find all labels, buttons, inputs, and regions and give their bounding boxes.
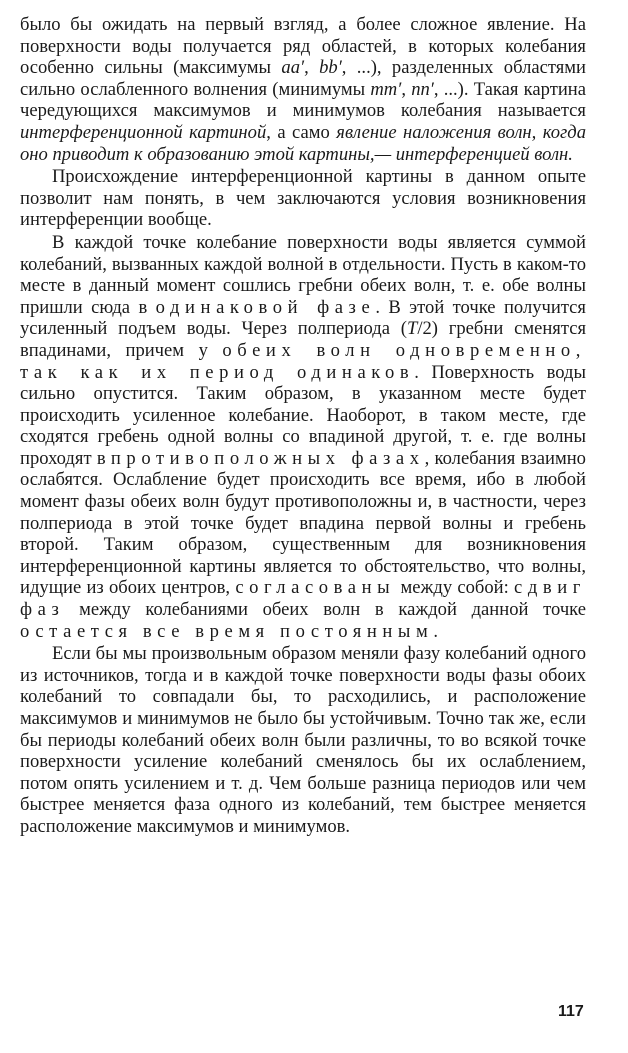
text-run: , ...), разделенных областями сильно ослабленного волнения (минимумы xyxy=(20,57,587,100)
spaced-emphasis-text: одинаковой фазе xyxy=(155,296,376,318)
text-run: , а само xyxy=(266,121,337,143)
text-run: между собой: xyxy=(395,577,515,599)
text-run: , xyxy=(304,57,320,79)
paragraph-1 xyxy=(20,14,586,165)
spaced-emphasis-text: противоположных фазах xyxy=(110,447,425,469)
paragraph-3 xyxy=(20,232,586,642)
spaced-emphasis-text: сдвиг фаз xyxy=(20,577,586,621)
page-number: 117 xyxy=(558,1003,584,1020)
text-run: В каждой точке колебание поверхности воды является суммой колебаний, вызванных каждой волной в отдельности. Пусть в каком-то месте в данный момент сошлись гребни обеих волн, т. е. обе волны пришли сюда в xyxy=(20,231,586,318)
text-run: . В этой точке получится усиленный подъем воды. Через полпериода ( xyxy=(20,296,586,340)
italic-text: явление наложения волн, когда оно приводит к образованию этой картины,— интерференцией волн. xyxy=(20,121,586,165)
text-run: , xyxy=(401,78,412,100)
spaced-emphasis-text: обеих волн одновременно, так как их период одинаков xyxy=(20,339,587,383)
italic-text: aa′ xyxy=(281,57,305,79)
italic-text: bb′ xyxy=(319,57,342,79)
paragraph-4 xyxy=(20,643,586,837)
text-run: /2) гребни сменятся впадинами, причем у xyxy=(20,318,587,361)
spaced-emphasis-text: остается все время постоянным xyxy=(20,620,434,642)
italic-text: nn′ xyxy=(411,78,434,100)
spaced-emphasis-text: согласованы xyxy=(235,577,396,599)
text-run: . Поверхность воды сильно опустится. Таким образом, в указанном месте будет происходить усиленное колебание. Наоборот, в таком месте, где сходятся гребень одной волны со впадиной другой, т. е. где волны проходят в xyxy=(20,361,586,469)
text-run: между колебаниями обеих волн в каждой данной точке xyxy=(64,599,586,621)
text-run: , колебания взаимно ослабятся. Ослабление будет происходить все время, ибо в любой момент фазы обеих волн будут противоположны и, в частности, через полпериода в этой точке будет впадина первой волны и гребень второй. Таким образом, существенным для возникновения интерференционной картины является то обстоятельство, что волны, идущие из обоих центров, xyxy=(20,447,586,599)
page-text xyxy=(20,14,586,838)
text-run: Происхождение интерференционной картины в данном опыте позволит нам понять, в чем заключаются условия возникновения интерференции вообще. xyxy=(20,166,586,231)
italic-text: mm′ xyxy=(370,78,402,100)
text-run: . xyxy=(433,620,439,642)
text-run: Если бы мы произвольным образом меняли фазу колебаний одного из источников, тогда и в каждой точке поверхности воды фазы обоих колебаний то совпадали бы, то расходились, и расположение максимумов и минимумов не было бы устойчивым. Точно так же, если бы периоды колебаний обеих волн были различны, то во всякой точке поверхности усиление колебаний сменялось бы их ослаблением, потом опять усилением и т. д. Чем больше разница периодов или чем быстрее меняется фаза одного из колебаний, тем быстрее меняется расположение максимумов и минимумов. xyxy=(20,643,586,837)
paragraph-2 xyxy=(20,166,586,231)
italic-text: T xyxy=(406,318,418,340)
text-run: было бы ожидать на первый взгляд, а более сложное явление. На поверхности воды получается ряд областей, в которых колебания особенно сильны (максимумы xyxy=(20,14,586,79)
italic-text: интерференционной картиной xyxy=(20,121,267,143)
text-run: , ...). Такая картина чередующихся максимумов и минимумов колебания называется xyxy=(20,78,587,122)
